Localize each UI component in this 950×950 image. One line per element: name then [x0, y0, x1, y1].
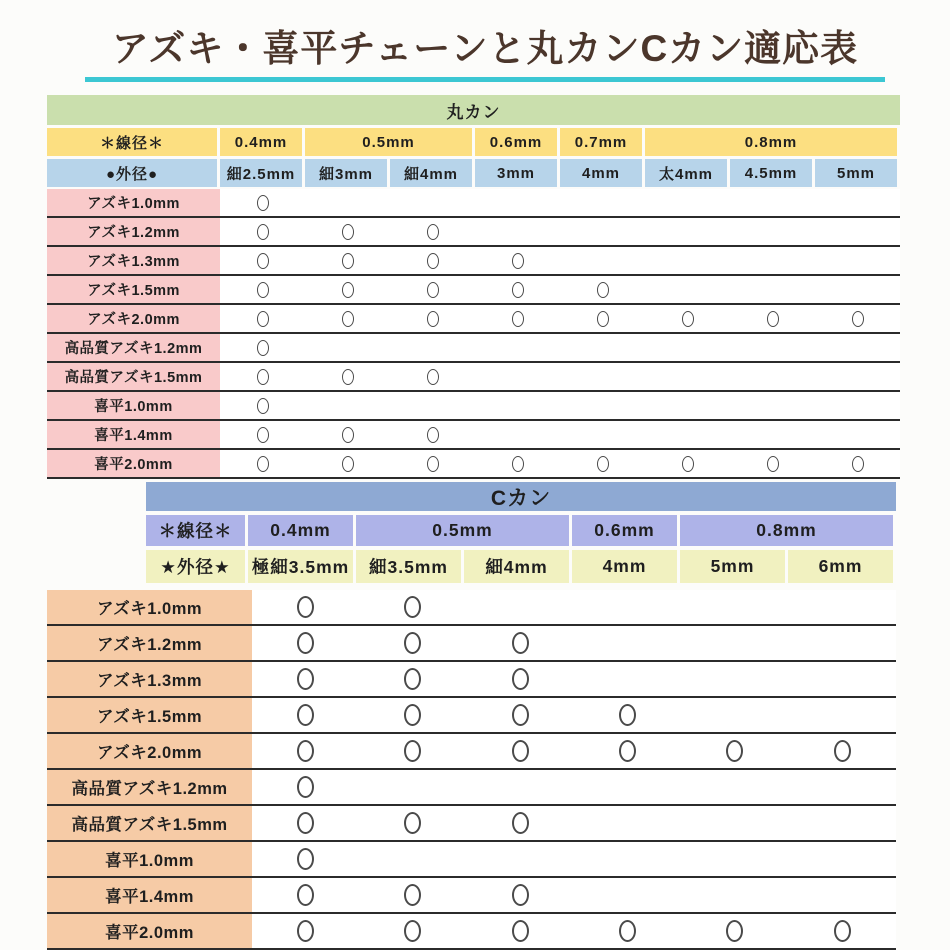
mark-cell: [220, 276, 305, 303]
outer-diameter-cell: 4mm: [572, 550, 677, 583]
compatible-circle-mark: [767, 456, 779, 472]
compatible-circle-mark: [404, 668, 421, 690]
mark-cell: [560, 392, 645, 419]
table-row: [47, 698, 896, 734]
mark-cell: [305, 247, 390, 274]
mark-cell: [681, 626, 788, 660]
marukan-table-body: [47, 189, 900, 479]
mark-cell: [560, 189, 645, 216]
mark-cell: [681, 806, 788, 840]
marukan-wire-diameter-row: [47, 128, 900, 156]
mark-cell: [252, 878, 359, 912]
compatible-circle-mark: [297, 920, 314, 942]
mark-cell: [220, 218, 305, 245]
compatible-circle-mark: [619, 740, 636, 762]
compatible-circle-mark: [297, 812, 314, 834]
compatible-circle-mark: [619, 704, 636, 726]
compatible-circle-mark: [404, 884, 421, 906]
compatible-circle-mark: [257, 340, 269, 356]
mark-cell: [730, 189, 815, 216]
mark-cell: [574, 806, 681, 840]
compatible-circle-mark: [297, 596, 314, 618]
mark-cell: [220, 450, 305, 477]
compatible-circle-mark: [682, 311, 694, 327]
table-row: [47, 305, 900, 334]
table-row: [47, 450, 900, 479]
compatible-circle-mark: [404, 596, 421, 618]
mark-cell: [475, 276, 560, 303]
mark-cell: [305, 334, 390, 361]
ckan-wire-diameter-label: ＊線径＊: [146, 515, 245, 546]
mark-cell: [467, 626, 574, 660]
mark-cell: [467, 878, 574, 912]
marukan-wire-diameter-label: ＊線径＊: [47, 128, 217, 156]
mark-cell: [815, 276, 900, 303]
compatible-circle-mark: [852, 456, 864, 472]
mark-cell: [560, 218, 645, 245]
compatible-circle-mark: [512, 282, 524, 298]
compatible-circle-mark: [512, 632, 529, 654]
compatible-circle-mark: [297, 668, 314, 690]
chain-row-label: アズキ1.0mm: [47, 189, 220, 216]
mark-cell: [574, 770, 681, 804]
compatible-circle-mark: [834, 740, 851, 762]
mark-cell: [475, 450, 560, 477]
mark-cell: [645, 363, 730, 390]
marukan-outer-diameter-row: [47, 159, 900, 187]
outer-diameter-cell: 5mm: [680, 550, 785, 583]
mark-cell: [252, 806, 359, 840]
table-row: [47, 842, 896, 878]
chain-row-label: 高品質アズキ1.2mm: [47, 334, 220, 361]
compatible-circle-mark: [257, 398, 269, 414]
ckan-outer-diameter-label: ★外径★: [146, 550, 245, 583]
mark-cell: [789, 770, 896, 804]
mark-cell: [681, 842, 788, 876]
chain-row-label: 高品質アズキ1.2mm: [47, 770, 252, 804]
mark-cell: [359, 770, 466, 804]
marukan-table: [47, 95, 900, 479]
mark-cell: [815, 247, 900, 274]
mark-cell: [789, 626, 896, 660]
compatible-circle-mark: [404, 704, 421, 726]
mark-cell: [475, 218, 560, 245]
table-row: [47, 626, 896, 662]
mark-cell: [681, 698, 788, 732]
mark-cell: [359, 662, 466, 696]
compatible-circle-mark: [297, 740, 314, 762]
table-row: [47, 914, 896, 950]
mark-cell: [305, 189, 390, 216]
wire-diameter-cell: 0.4mm: [220, 128, 302, 156]
compatible-circle-mark: [427, 311, 439, 327]
ckan-table-header: [146, 482, 896, 583]
mark-cell: [681, 914, 788, 948]
mark-cell: [390, 450, 475, 477]
mark-cell: [681, 662, 788, 696]
chain-row-label: アズキ2.0mm: [47, 305, 220, 332]
mark-cell: [815, 392, 900, 419]
compatible-circle-mark: [342, 427, 354, 443]
compatible-circle-mark: [257, 369, 269, 385]
wire-diameter-cell: 0.8mm: [680, 515, 893, 546]
table-row: [47, 806, 896, 842]
mark-cell: [390, 247, 475, 274]
outer-diameter-cell: 細4mm: [464, 550, 569, 583]
mark-cell: [359, 734, 466, 768]
mark-cell: [574, 734, 681, 768]
compatible-circle-mark: [512, 253, 524, 269]
mark-cell: [220, 421, 305, 448]
wire-diameter-cell: 0.8mm: [645, 128, 897, 156]
mark-cell: [681, 878, 788, 912]
mark-cell: [789, 806, 896, 840]
mark-cell: [252, 734, 359, 768]
table-row: [47, 189, 900, 218]
mark-cell: [789, 914, 896, 948]
mark-cell: [645, 392, 730, 419]
mark-cell: [730, 305, 815, 332]
mark-cell: [252, 698, 359, 732]
mark-cell: [789, 842, 896, 876]
mark-cell: [730, 218, 815, 245]
mark-cell: [475, 421, 560, 448]
mark-cell: [252, 662, 359, 696]
mark-cell: [359, 698, 466, 732]
mark-cell: [467, 698, 574, 732]
chain-row-label: アズキ1.5mm: [47, 698, 252, 732]
mark-cell: [560, 421, 645, 448]
mark-cell: [220, 189, 305, 216]
mark-cell: [815, 450, 900, 477]
compatible-circle-mark: [512, 884, 529, 906]
chain-row-label: アズキ1.0mm: [47, 590, 252, 624]
mark-cell: [730, 450, 815, 477]
table-row: [47, 276, 900, 305]
mark-cell: [574, 590, 681, 624]
outer-diameter-cell: 4.5mm: [730, 159, 812, 187]
compatible-circle-mark: [342, 224, 354, 240]
mark-cell: [467, 914, 574, 948]
compatible-circle-mark: [597, 456, 609, 472]
mark-cell: [681, 770, 788, 804]
mark-cell: [390, 421, 475, 448]
mark-cell: [560, 247, 645, 274]
compatible-circle-mark: [767, 311, 779, 327]
mark-cell: [560, 334, 645, 361]
mark-cell: [467, 590, 574, 624]
chain-row-label: アズキ1.3mm: [47, 662, 252, 696]
mark-cell: [789, 878, 896, 912]
mark-cell: [475, 363, 560, 390]
chain-row-label: 喜平1.0mm: [47, 842, 252, 876]
mark-cell: [390, 305, 475, 332]
compatible-circle-mark: [427, 253, 439, 269]
mark-cell: [574, 914, 681, 948]
mark-cell: [574, 626, 681, 660]
mark-cell: [475, 189, 560, 216]
mark-cell: [645, 189, 730, 216]
chain-row-label: アズキ1.3mm: [47, 247, 220, 274]
compatible-circle-mark: [257, 427, 269, 443]
ckan-outer-diameter-row: [146, 550, 896, 583]
outer-diameter-cell: 細3mm: [305, 159, 387, 187]
compatible-circle-mark: [257, 282, 269, 298]
mark-cell: [560, 276, 645, 303]
table-row: [47, 334, 900, 363]
wire-diameter-cell: 0.4mm: [248, 515, 353, 546]
mark-cell: [730, 363, 815, 390]
mark-cell: [645, 305, 730, 332]
mark-cell: [390, 392, 475, 419]
mark-cell: [252, 914, 359, 948]
outer-diameter-cell: 細4mm: [390, 159, 472, 187]
outer-diameter-cell: 極細3.5mm: [248, 550, 353, 583]
outer-diameter-cell: 5mm: [815, 159, 897, 187]
mark-cell: [220, 305, 305, 332]
wire-diameter-cell: 0.5mm: [305, 128, 472, 156]
mark-cell: [475, 334, 560, 361]
compatible-circle-mark: [512, 456, 524, 472]
mark-cell: [305, 276, 390, 303]
outer-diameter-cell: 細3.5mm: [356, 550, 461, 583]
compatible-circle-mark: [257, 224, 269, 240]
mark-cell: [574, 662, 681, 696]
table-row: [47, 247, 900, 276]
compatible-circle-mark: [297, 848, 314, 870]
chain-row-label: アズキ1.5mm: [47, 276, 220, 303]
mark-cell: [220, 334, 305, 361]
mark-cell: [645, 218, 730, 245]
compatible-circle-mark: [512, 920, 529, 942]
mark-cell: [560, 363, 645, 390]
mark-cell: [574, 878, 681, 912]
mark-cell: [645, 276, 730, 303]
chain-row-label: アズキ2.0mm: [47, 734, 252, 768]
mark-cell: [815, 189, 900, 216]
mark-cell: [305, 218, 390, 245]
mark-cell: [789, 590, 896, 624]
mark-cell: [730, 392, 815, 419]
compatible-circle-mark: [404, 632, 421, 654]
mark-cell: [789, 698, 896, 732]
compatible-circle-mark: [404, 740, 421, 762]
mark-cell: [305, 392, 390, 419]
outer-diameter-cell: 3mm: [475, 159, 557, 187]
compatible-circle-mark: [297, 776, 314, 798]
table-row: [47, 734, 896, 770]
mark-cell: [475, 247, 560, 274]
wire-diameter-cell: 0.6mm: [572, 515, 677, 546]
chain-row-label: 高品質アズキ1.5mm: [47, 363, 220, 390]
compatible-circle-mark: [427, 224, 439, 240]
mark-cell: [305, 450, 390, 477]
mark-cell: [467, 842, 574, 876]
ckan-table-title: Cカン: [146, 482, 896, 511]
marukan-outer-diameter-label: ●外径●: [47, 159, 217, 187]
mark-cell: [252, 590, 359, 624]
compatible-circle-mark: [342, 253, 354, 269]
mark-cell: [574, 698, 681, 732]
page-title: アズキ・喜平チェーンと丸カンCカン適応表: [85, 18, 885, 82]
compatible-circle-mark: [512, 704, 529, 726]
outer-diameter-cell: 6mm: [788, 550, 893, 583]
table-row: [47, 662, 896, 698]
mark-cell: [359, 878, 466, 912]
compatible-circle-mark: [427, 456, 439, 472]
mark-cell: [645, 450, 730, 477]
mark-cell: [574, 842, 681, 876]
mark-cell: [681, 734, 788, 768]
mark-cell: [390, 334, 475, 361]
mark-cell: [390, 363, 475, 390]
mark-cell: [305, 305, 390, 332]
compatible-circle-mark: [597, 282, 609, 298]
table-row: [47, 878, 896, 914]
compatible-circle-mark: [597, 311, 609, 327]
compatible-circle-mark: [427, 369, 439, 385]
mark-cell: [359, 914, 466, 948]
mark-cell: [390, 218, 475, 245]
compatible-circle-mark: [404, 920, 421, 942]
chain-row-label: 喜平2.0mm: [47, 914, 252, 948]
chain-row-label: 喜平1.0mm: [47, 392, 220, 419]
table-row: [47, 392, 900, 421]
mark-cell: [252, 626, 359, 660]
mark-cell: [467, 806, 574, 840]
mark-cell: [730, 247, 815, 274]
mark-cell: [815, 334, 900, 361]
compatible-circle-mark: [512, 812, 529, 834]
mark-cell: [815, 218, 900, 245]
table-row: [47, 770, 896, 806]
mark-cell: [730, 334, 815, 361]
mark-cell: [359, 806, 466, 840]
mark-cell: [789, 662, 896, 696]
compatible-circle-mark: [682, 456, 694, 472]
wire-diameter-cell: 0.6mm: [475, 128, 557, 156]
wire-diameter-cell: 0.5mm: [356, 515, 569, 546]
ckan-wire-diameter-row: [146, 515, 896, 546]
mark-cell: [560, 450, 645, 477]
table-row: [47, 590, 896, 626]
table-row: [47, 218, 900, 247]
compatible-circle-mark: [512, 311, 524, 327]
outer-diameter-cell: 4mm: [560, 159, 642, 187]
chain-row-label: 喜平1.4mm: [47, 421, 220, 448]
table-row: [47, 421, 900, 450]
compatible-circle-mark: [257, 311, 269, 327]
wire-diameter-cell: 0.7mm: [560, 128, 642, 156]
chain-row-label: アズキ1.2mm: [47, 218, 220, 245]
mark-cell: [560, 305, 645, 332]
compatible-circle-mark: [342, 369, 354, 385]
mark-cell: [467, 734, 574, 768]
compatible-circle-mark: [512, 740, 529, 762]
chain-row-label: 高品質アズキ1.5mm: [47, 806, 252, 840]
mark-cell: [220, 247, 305, 274]
table-row: [47, 363, 900, 392]
mark-cell: [220, 392, 305, 419]
mark-cell: [252, 770, 359, 804]
mark-cell: [359, 590, 466, 624]
mark-cell: [645, 247, 730, 274]
ckan-table-body: [47, 590, 896, 950]
mark-cell: [730, 421, 815, 448]
mark-cell: [475, 305, 560, 332]
mark-cell: [815, 305, 900, 332]
compatible-circle-mark: [427, 282, 439, 298]
outer-diameter-cell: 細2.5mm: [220, 159, 302, 187]
compatible-circle-mark: [257, 195, 269, 211]
mark-cell: [475, 392, 560, 419]
compatible-circle-mark: [404, 812, 421, 834]
compatible-circle-mark: [726, 740, 743, 762]
compatible-circle-mark: [852, 311, 864, 327]
mark-cell: [681, 590, 788, 624]
mark-cell: [359, 842, 466, 876]
mark-cell: [645, 334, 730, 361]
mark-cell: [730, 276, 815, 303]
mark-cell: [305, 363, 390, 390]
outer-diameter-cell: 太4mm: [645, 159, 727, 187]
mark-cell: [359, 626, 466, 660]
compatible-circle-mark: [512, 668, 529, 690]
mark-cell: [220, 363, 305, 390]
mark-cell: [645, 421, 730, 448]
compatible-circle-mark: [726, 920, 743, 942]
compatible-circle-mark: [342, 456, 354, 472]
compatible-circle-mark: [297, 632, 314, 654]
compatible-circle-mark: [342, 311, 354, 327]
mark-cell: [467, 770, 574, 804]
mark-cell: [815, 421, 900, 448]
chain-row-label: アズキ1.2mm: [47, 626, 252, 660]
compatible-circle-mark: [257, 456, 269, 472]
mark-cell: [252, 842, 359, 876]
marukan-table-title: 丸カン: [47, 95, 900, 125]
compatible-circle-mark: [297, 884, 314, 906]
compatible-circle-mark: [619, 920, 636, 942]
mark-cell: [305, 421, 390, 448]
mark-cell: [815, 363, 900, 390]
compatible-circle-mark: [834, 920, 851, 942]
mark-cell: [390, 189, 475, 216]
compatible-circle-mark: [427, 427, 439, 443]
compatible-circle-mark: [297, 704, 314, 726]
mark-cell: [467, 662, 574, 696]
mark-cell: [789, 734, 896, 768]
mark-cell: [390, 276, 475, 303]
chain-row-label: 喜平1.4mm: [47, 878, 252, 912]
chain-row-label: 喜平2.0mm: [47, 450, 220, 477]
compatible-circle-mark: [342, 282, 354, 298]
compatible-circle-mark: [257, 253, 269, 269]
